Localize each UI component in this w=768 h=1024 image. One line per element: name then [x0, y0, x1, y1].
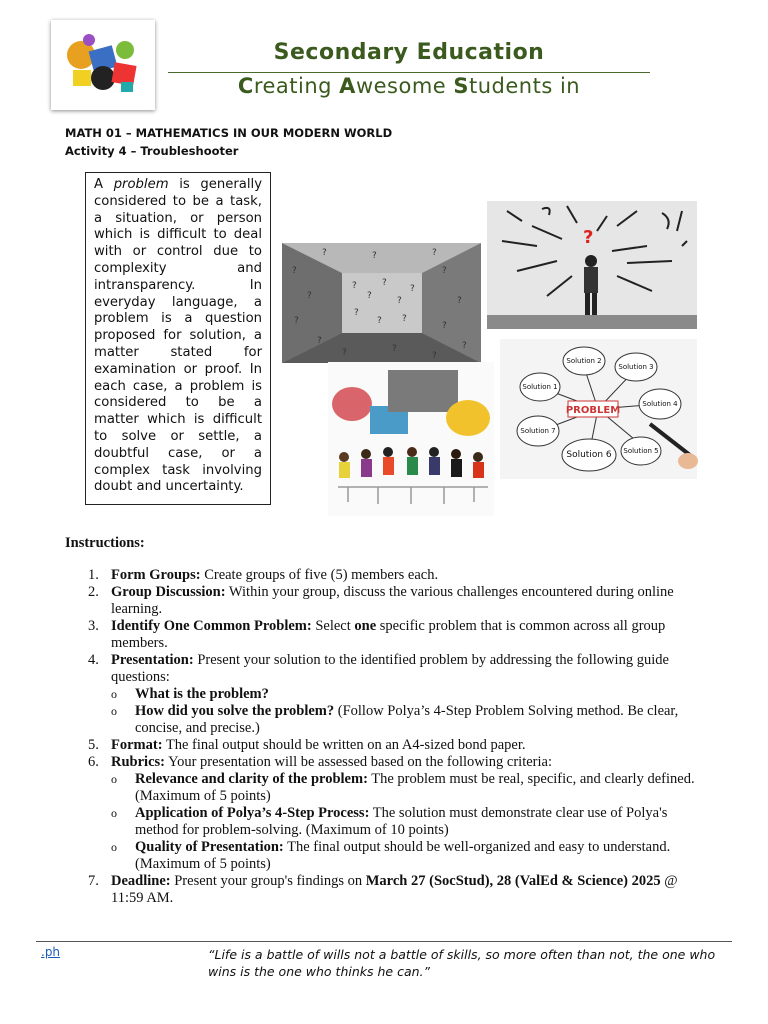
list-item	[88, 567, 708, 584]
subtitle-rest-2: wesome	[355, 74, 454, 98]
svg-text:?: ?	[382, 278, 387, 288]
sub-item-text: (Follow Polya’s 4-Step Problem Solving method. Be clear, concise, and precise.)	[135, 703, 679, 736]
svg-text:?: ?	[367, 291, 372, 301]
sub-item-label: What is the problem?	[135, 686, 269, 702]
svg-text:?: ?	[583, 227, 594, 248]
svg-text:?: ?	[462, 341, 467, 351]
diagram-node-3: Solution 3	[618, 363, 654, 371]
svg-text:?: ?	[292, 266, 297, 276]
sub-list-item	[88, 686, 708, 703]
item-label: Identify One Common Problem:	[111, 618, 312, 634]
diagram-node-7: Solution 7	[520, 427, 556, 435]
item-number: 5.	[88, 737, 99, 753]
page-title: Secondary Education	[273, 40, 545, 65]
list-item	[88, 584, 708, 618]
svg-text:?: ?	[442, 321, 447, 331]
list-item	[88, 754, 708, 771]
footer-link[interactable]: .ph	[41, 945, 61, 959]
bullet-icon: o	[111, 806, 117, 820]
subtitle-rest-1: reating	[253, 74, 340, 98]
question-mark-room-image	[282, 243, 481, 363]
item-label: Presentation:	[111, 652, 194, 668]
definition-box	[85, 172, 271, 505]
item-text: Select	[311, 618, 355, 634]
sub-item-text: The final output should be well-organized and easy to understand. (Maximum of 5 points)	[135, 839, 671, 872]
bullet-icon: o	[111, 840, 117, 854]
svg-text:?: ?	[377, 316, 382, 326]
sub-list-item	[88, 839, 708, 873]
subtitle-initial-2: A	[339, 74, 356, 98]
svg-text:?: ?	[397, 296, 402, 306]
footer-divider	[36, 941, 732, 942]
svg-text:?: ?	[294, 316, 299, 326]
course-title: MATH 01 – MATHEMATICS IN OUR MODERN WORLD	[65, 126, 393, 140]
svg-text:?: ?	[307, 291, 312, 301]
activity-title: Activity 4 – Troubleshooter	[65, 144, 239, 158]
sub-item-text: The problem must be real, specific, and clearly defined. (Maximum of 5 points)	[135, 771, 695, 804]
sub-item-label: Quality of Presentation:	[135, 839, 284, 855]
svg-text:?: ?	[342, 348, 347, 358]
svg-text:?: ?	[410, 284, 415, 294]
svg-text:?: ?	[432, 351, 437, 361]
header-divider	[168, 72, 650, 73]
sub-list-item	[88, 805, 708, 839]
subtitle-initial-3: S	[453, 74, 469, 98]
item-label: Rubrics:	[111, 754, 165, 770]
instructions-list	[88, 567, 708, 907]
svg-text:?: ?	[354, 308, 359, 318]
svg-text:?: ?	[442, 266, 447, 276]
sub-item-text: The solution must demonstrate clear use of Polya's method for problem-solving. (Maximum of 10 points)	[135, 805, 668, 838]
item-label: Format:	[111, 737, 163, 753]
item-emphasis: one	[354, 618, 377, 634]
sub-item-label: Relevance and clarity of the problem:	[135, 771, 368, 787]
item-text-cont: specific problem that is common across all group members.	[111, 618, 666, 651]
footer-quote: “Life is a battle of wills not a battle of skills, so more often than not, the one who wins is the one who thinks he can.”	[208, 947, 716, 979]
list-item	[88, 618, 708, 652]
definition-pre: A	[94, 177, 114, 192]
item-text: Present your group's findings on	[170, 873, 366, 889]
school-logo	[51, 20, 155, 110]
diagram-node-6: Solution 6	[566, 450, 612, 460]
diagram-center-label: PROBLEM	[565, 405, 621, 416]
item-label: Form Groups:	[111, 567, 201, 583]
sub-item-label: Application of Polya’s 4-Step Process:	[135, 805, 370, 821]
definition-body: is generally considered to be a task, a situation, or person which is difficult to deal with or control due to complexity and intransparency. In everyday language, a problem is a question proposed for solution, a matter stated for examination or proof. In each case, a problem is considered to be a matter which is difficult to solve or settle, a doubtful case, or a complex task involving doubt and uncertainty.	[94, 177, 262, 495]
group-discussion-image	[328, 362, 494, 516]
item-number: 3.	[88, 618, 99, 634]
person-arrows-image	[487, 201, 697, 329]
subtitle-initial-1: C	[237, 74, 254, 98]
item-text: Present your solution to the identified problem by addressing the following guide questions:	[111, 652, 669, 685]
item-text: Your presentation will be assessed based on the following criteria:	[164, 754, 552, 770]
item-text: Create groups of five (5) members each.	[200, 567, 439, 583]
item-label: Deadline:	[111, 873, 171, 889]
item-text: The final output should be written on an A4-sized bond paper.	[162, 737, 526, 753]
item-number: 4.	[88, 652, 99, 668]
bullet-icon: o	[111, 772, 117, 786]
page-subtitle	[168, 74, 650, 98]
sub-item-label: How did you solve the problem?	[135, 703, 335, 719]
item-number: 6.	[88, 754, 99, 770]
definition-text	[94, 177, 262, 496]
instructions-heading: Instructions:	[65, 535, 145, 551]
solution-diagram-image	[500, 339, 697, 479]
item-emphasis: March 27 (SocStud), 28 (ValEd & Science) 2025	[365, 873, 661, 889]
list-item	[88, 737, 708, 754]
list-item	[88, 652, 708, 686]
svg-text:?: ?	[457, 296, 462, 306]
sub-list-item	[88, 703, 708, 737]
diagram-node-2: Solution 2	[566, 357, 602, 365]
item-number: 1.	[88, 567, 99, 583]
diagram-node-1: Solution 1	[522, 383, 558, 391]
definition-term: problem	[113, 177, 169, 192]
svg-text:?: ?	[317, 336, 322, 346]
diagram-node-4: Solution 4	[642, 400, 678, 408]
svg-text:?: ?	[352, 281, 357, 291]
bullet-icon: o	[111, 687, 117, 701]
subtitle-rest-3: tudents in	[469, 74, 581, 98]
svg-text:?: ?	[432, 248, 437, 258]
svg-text:?: ?	[372, 251, 377, 261]
bullet-icon: o	[111, 704, 117, 718]
list-item	[88, 873, 708, 907]
svg-text:?: ?	[392, 344, 397, 354]
item-number: 7.	[88, 873, 99, 889]
sub-list-item	[88, 771, 708, 805]
item-text: Within your group, discuss the various challenges encountered during online learning.	[111, 584, 674, 617]
item-text-cont: @ 11:59 AM.	[111, 873, 678, 906]
svg-text:?: ?	[402, 314, 407, 324]
item-label: Group Discussion:	[111, 584, 226, 600]
item-number: 2.	[88, 584, 99, 600]
diagram-node-5: Solution 5	[623, 447, 659, 455]
svg-text:?: ?	[322, 248, 327, 258]
